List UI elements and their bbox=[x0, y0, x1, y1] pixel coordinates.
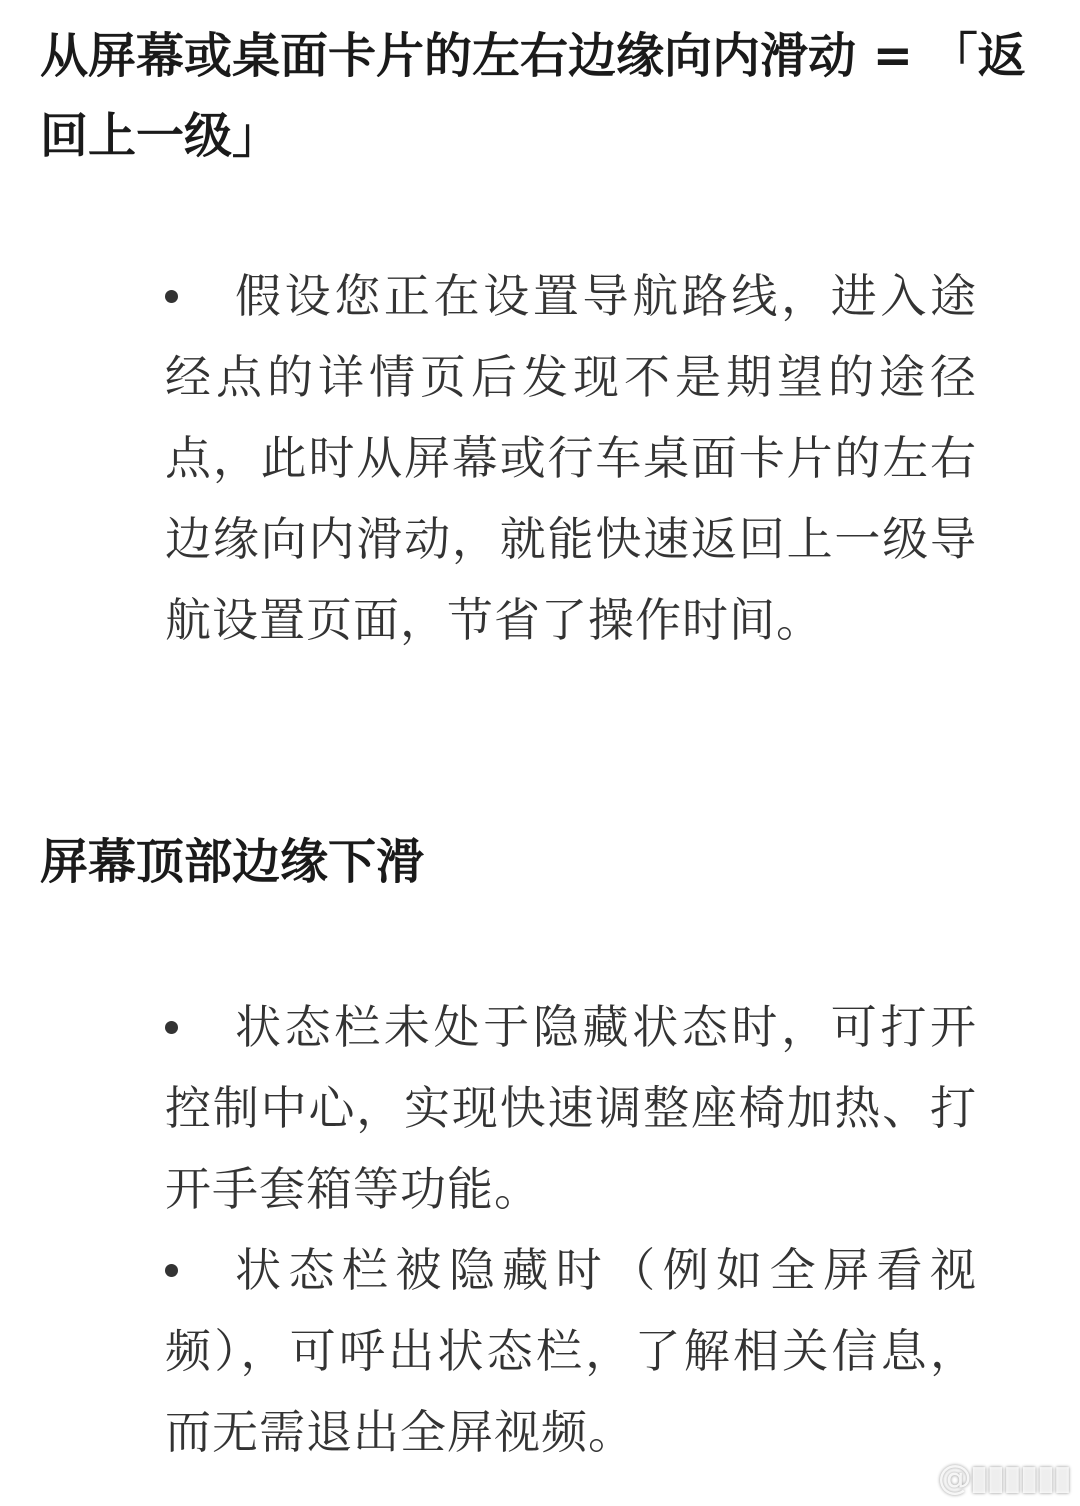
bullet-text: 状态栏被隐藏时（例如全屏看视频），可呼出状态栏，了解相关信息，而无需退出全屏视频。 bbox=[165, 1243, 977, 1459]
watermark: @▮▮▮▮▮▮ bbox=[937, 1458, 1070, 1498]
section-heading-swipe-back: 从屏幕或桌面卡片的左右边缘向内滑动 = 「返回上一级」 bbox=[40, 28, 1026, 164]
bullet-text: 假设您正在设置导航路线，进入途经点的详情页后发现不是期望的途径点，此时从屏幕或行车桌面卡片的左右边缘向内滑动，就能快速返回上一级导航设置页面，节省了操作时间。 bbox=[165, 269, 977, 647]
list-item bbox=[165, 256, 977, 661]
list-item bbox=[165, 1230, 977, 1473]
section-heading-top-edge-swipe: 屏幕顶部边缘下滑 bbox=[40, 834, 425, 890]
bullet-list bbox=[165, 256, 977, 661]
bullet-icon bbox=[165, 1021, 178, 1034]
bullet-icon bbox=[165, 1264, 178, 1277]
bullet-icon bbox=[165, 290, 178, 303]
bullet-list bbox=[165, 987, 977, 1473]
list-item bbox=[165, 987, 977, 1230]
bullet-text: 状态栏未处于隐藏状态时，可打开控制中心，实现快速调整座椅加热、打开手套箱等功能。 bbox=[165, 1000, 977, 1216]
